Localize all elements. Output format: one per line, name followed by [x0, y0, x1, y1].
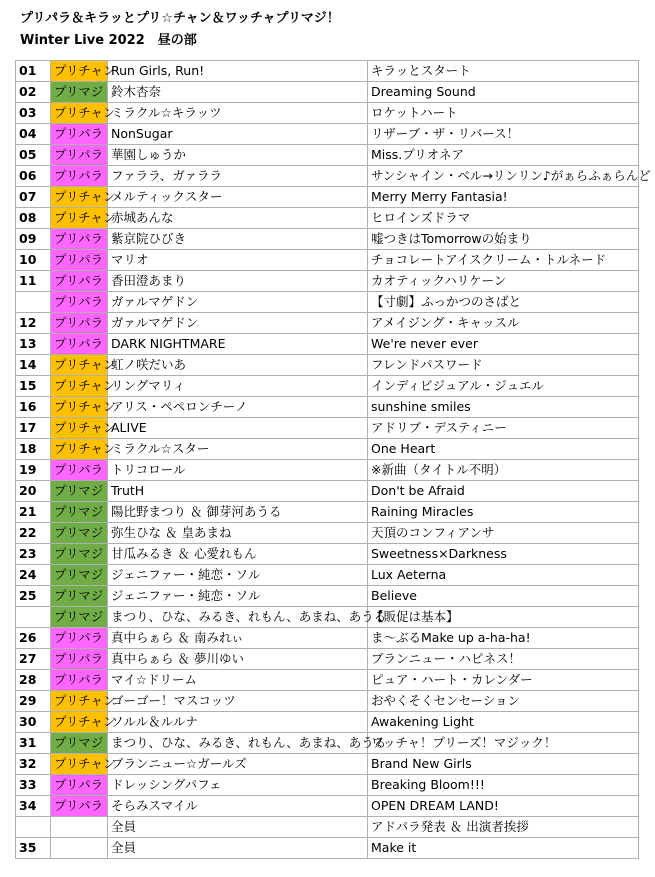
setlist-row: [16, 439, 639, 460]
artist-name: リングマリィ: [108, 376, 368, 397]
artist-name: 鈴木杏奈: [108, 82, 368, 103]
setlist-row: [16, 502, 639, 523]
artist-name: まつり、ひな、みるき、れもん、あまね、あうる: [108, 733, 368, 754]
series-badge: プリマジ: [51, 523, 108, 544]
song-title: Make it: [368, 838, 639, 859]
artist-name: ゴーゴー！マスコッツ: [108, 691, 368, 712]
track-number: 16: [16, 397, 51, 418]
artist-name: ジェニファー・純恋・ソル: [108, 586, 368, 607]
artist-name: ソルル＆ルルナ: [108, 712, 368, 733]
setlist-row: [16, 355, 639, 376]
track-number: [16, 817, 51, 838]
track-number: 13: [16, 334, 51, 355]
setlist-row: [16, 733, 639, 754]
artist-name: 虹ノ咲だいあ: [108, 355, 368, 376]
series-badge: プリパラ: [51, 334, 108, 355]
track-number: 18: [16, 439, 51, 460]
series-badge: プリチャン: [51, 754, 108, 775]
song-title: One Heart: [368, 439, 639, 460]
series-badge: プリマジ: [51, 481, 108, 502]
song-title: 【販促は基本】: [368, 607, 639, 628]
series-badge: プリパラ: [51, 250, 108, 271]
song-title: Lux Aeterna: [368, 565, 639, 586]
setlist-row: [16, 460, 639, 481]
song-title: Dreaming Sound: [368, 82, 639, 103]
series-badge: プリチャン: [51, 376, 108, 397]
setlist-row: [16, 775, 639, 796]
setlist-row: [16, 565, 639, 586]
series-badge: プリパラ: [51, 460, 108, 481]
song-title: チョコレートアイスクリーム・トルネード: [368, 250, 639, 271]
setlist-row: [16, 124, 639, 145]
artist-name: 全員: [108, 838, 368, 859]
track-number: 05: [16, 145, 51, 166]
artist-name: 香田澄あまり: [108, 271, 368, 292]
song-title: Raining Miracles: [368, 502, 639, 523]
series-badge: プリチャン: [51, 103, 108, 124]
song-title: アドパラ発表 ＆ 出演者挨拶: [368, 817, 639, 838]
artist-name: 真中らぁら ＆ 南みれぃ: [108, 628, 368, 649]
track-number: 04: [16, 124, 51, 145]
artist-name: ドレッシングパフェ: [108, 775, 368, 796]
song-title: ブランニュー・ハピネス！: [368, 649, 639, 670]
song-title: アメイジング・キャッスル: [368, 313, 639, 334]
artist-name: ジェニファー・純恋・ソル: [108, 565, 368, 586]
track-number: 25: [16, 586, 51, 607]
song-title: Breaking Bloom!!!: [368, 775, 639, 796]
series-badge: プリパラ: [51, 796, 108, 817]
song-title: カオティックハリケーン: [368, 271, 639, 292]
series-badge: プリマジ: [51, 733, 108, 754]
track-number: 01: [16, 61, 51, 82]
track-number: 21: [16, 502, 51, 523]
song-title: 【寸劇】ふっかつのさばと: [368, 292, 639, 313]
setlist-row: [16, 670, 639, 691]
song-title: ヒロインズドラマ: [368, 208, 639, 229]
setlist-row: [16, 103, 639, 124]
artist-name: ガァルマゲドン: [108, 292, 368, 313]
song-title: Believe: [368, 586, 639, 607]
series-badge: プリチャン: [51, 208, 108, 229]
setlist-row: [16, 208, 639, 229]
track-number: 22: [16, 523, 51, 544]
setlist-row: [16, 418, 639, 439]
song-title: インディビジュアル・ジュエル: [368, 376, 639, 397]
track-number: 15: [16, 376, 51, 397]
artist-name: 真中らぁら ＆ 夢川ゆい: [108, 649, 368, 670]
song-title: サンシャイン・ベル→リンリン♪がぁらふぁらんど: [368, 166, 639, 187]
track-number: 07: [16, 187, 51, 208]
track-number: 08: [16, 208, 51, 229]
song-title: Awakening Light: [368, 712, 639, 733]
page-subtitle: Winter Live 2022 昼の部: [20, 33, 197, 48]
track-number: 35: [16, 838, 51, 859]
series-badge: プリマジ: [51, 565, 108, 586]
artist-name: 紫京院ひびき: [108, 229, 368, 250]
setlist-row: [16, 586, 639, 607]
setlist-body: [16, 61, 651, 859]
artist-name: ブランニュー☆ガールズ: [108, 754, 368, 775]
artist-name: Run Girls, Run!: [108, 61, 368, 82]
song-title: 天頂のコンフィアンサ: [368, 523, 639, 544]
artist-name: マイ☆ドリーム: [108, 670, 368, 691]
track-number: 12: [16, 313, 51, 334]
series-badge: プリパラ: [51, 166, 108, 187]
setlist-row: [16, 712, 639, 733]
track-number: 30: [16, 712, 51, 733]
song-title: We're never ever: [368, 334, 639, 355]
track-number: 17: [16, 418, 51, 439]
track-number: 29: [16, 691, 51, 712]
track-number: 34: [16, 796, 51, 817]
track-number: 10: [16, 250, 51, 271]
track-number: 33: [16, 775, 51, 796]
track-number: 27: [16, 649, 51, 670]
setlist-row: [16, 397, 639, 418]
artist-name: ガァルマゲドン: [108, 313, 368, 334]
song-title: アドリブ・デスティニー: [368, 418, 639, 439]
artist-name: 陽比野まつり ＆ 御芽河あうる: [108, 502, 368, 523]
artist-name: 弥生ひな ＆ 皇あまね: [108, 523, 368, 544]
page-title: プリパラ＆キラッとプリ☆チャン＆ワッチャプリマジ！: [20, 11, 340, 26]
song-title: キラッとスタート: [368, 61, 639, 82]
series-badge: プリチャン: [51, 439, 108, 460]
artist-name: メルティックスター: [108, 187, 368, 208]
artist-name: 甘瓜みるき ＆ 心愛れもん: [108, 544, 368, 565]
series-badge: プリパラ: [51, 628, 108, 649]
song-title: リザーブ・ザ・リバース！: [368, 124, 639, 145]
setlist-row: [16, 145, 639, 166]
series-badge: プリチャン: [51, 187, 108, 208]
series-badge: プリマジ: [51, 607, 108, 628]
artist-name: 全員: [108, 817, 368, 838]
setlist-row: [16, 481, 639, 502]
song-title: OPEN DREAM LAND!: [368, 796, 639, 817]
setlist-row: [16, 649, 639, 670]
series-badge: [51, 838, 108, 859]
setlist-row: [16, 187, 639, 208]
artist-name: ファララ、ガァララ: [108, 166, 368, 187]
artist-name: ミラクル☆スター: [108, 439, 368, 460]
track-number: [16, 292, 51, 313]
series-badge: プリチャン: [51, 61, 108, 82]
song-title: フレンドパスワード: [368, 355, 639, 376]
setlist-row: [16, 754, 639, 775]
setlist-row: [16, 292, 639, 313]
track-number: 09: [16, 229, 51, 250]
setlist-row: [16, 628, 639, 649]
setlist-row: [16, 691, 639, 712]
artist-name: NonSugar: [108, 124, 368, 145]
track-number: 06: [16, 166, 51, 187]
series-badge: プリパラ: [51, 229, 108, 250]
track-number: 23: [16, 544, 51, 565]
artist-name: トリコロール: [108, 460, 368, 481]
setlist-row: [16, 166, 639, 187]
setlist-row: [16, 61, 639, 82]
song-title: ワッチャ！プリーズ！マジック！: [368, 733, 639, 754]
series-badge: プリチャン: [51, 712, 108, 733]
artist-name: DARK NIGHTMARE: [108, 334, 368, 355]
song-title: Sweetness×Darkness: [368, 544, 639, 565]
artist-name: 赤城あんな: [108, 208, 368, 229]
track-number: 31: [16, 733, 51, 754]
song-title: おやくそくセンセーション: [368, 691, 639, 712]
track-number: 03: [16, 103, 51, 124]
setlist-row: [16, 82, 639, 103]
track-number: 32: [16, 754, 51, 775]
setlist-row: [16, 313, 639, 334]
song-title: ロケットハート: [368, 103, 639, 124]
track-number: 14: [16, 355, 51, 376]
setlist-row: [16, 523, 639, 544]
track-number: 26: [16, 628, 51, 649]
setlist-row: [16, 271, 639, 292]
series-badge: プリチャン: [51, 397, 108, 418]
artist-name: まつり、ひな、みるき、れもん、あまね、あうる: [108, 607, 368, 628]
setlist-row: [16, 544, 639, 565]
artist-name: 華園しゅうか: [108, 145, 368, 166]
series-badge: プリチャン: [51, 691, 108, 712]
song-title: Miss.プリオネア: [368, 145, 639, 166]
series-badge: プリパラ: [51, 775, 108, 796]
series-badge: プリマジ: [51, 502, 108, 523]
artist-name: アリス・ペペロンチーノ: [108, 397, 368, 418]
track-number: [16, 607, 51, 628]
setlist-row: [16, 229, 639, 250]
setlist-row: [16, 817, 639, 838]
artist-name: TrutH: [108, 481, 368, 502]
song-title: Brand New Girls: [368, 754, 639, 775]
song-title: 嘘つきはTomorrowの始まり: [368, 229, 639, 250]
track-number: 28: [16, 670, 51, 691]
track-number: 24: [16, 565, 51, 586]
series-badge: プリマジ: [51, 544, 108, 565]
series-badge: プリパラ: [51, 670, 108, 691]
artist-name: ミラクル☆キラッツ: [108, 103, 368, 124]
track-number: 20: [16, 481, 51, 502]
series-badge: プリパラ: [51, 145, 108, 166]
song-title: Don't be Afraid: [368, 481, 639, 502]
song-title: ま～ぶるMake up a-ha-ha!: [368, 628, 639, 649]
song-title: ピュア・ハート・カレンダー: [368, 670, 639, 691]
artist-name: そらみスマイル: [108, 796, 368, 817]
series-badge: プリチャン: [51, 355, 108, 376]
setlist-row: [16, 838, 639, 859]
setlist-row: [16, 334, 639, 355]
track-number: 02: [16, 82, 51, 103]
artist-name: マリオ: [108, 250, 368, 271]
song-title: Merry Merry Fantasia!: [368, 187, 639, 208]
setlist-row: [16, 250, 639, 271]
series-badge: プリマジ: [51, 82, 108, 103]
track-number: 19: [16, 460, 51, 481]
song-title: ※新曲（タイトル不明）: [368, 460, 639, 481]
series-badge: プリパラ: [51, 292, 108, 313]
song-title: sunshine smiles: [368, 397, 639, 418]
artist-name: ALIVE: [108, 418, 368, 439]
series-badge: プリパラ: [51, 124, 108, 145]
series-badge: [51, 817, 108, 838]
series-badge: プリパラ: [51, 271, 108, 292]
setlist-row: [16, 607, 639, 628]
track-number: 11: [16, 271, 51, 292]
series-badge: プリパラ: [51, 313, 108, 334]
setlist-table: [15, 60, 651, 859]
setlist-row: [16, 796, 639, 817]
series-badge: プリパラ: [51, 649, 108, 670]
series-badge: プリチャン: [51, 418, 108, 439]
setlist-row: [16, 376, 639, 397]
series-badge: プリマジ: [51, 586, 108, 607]
